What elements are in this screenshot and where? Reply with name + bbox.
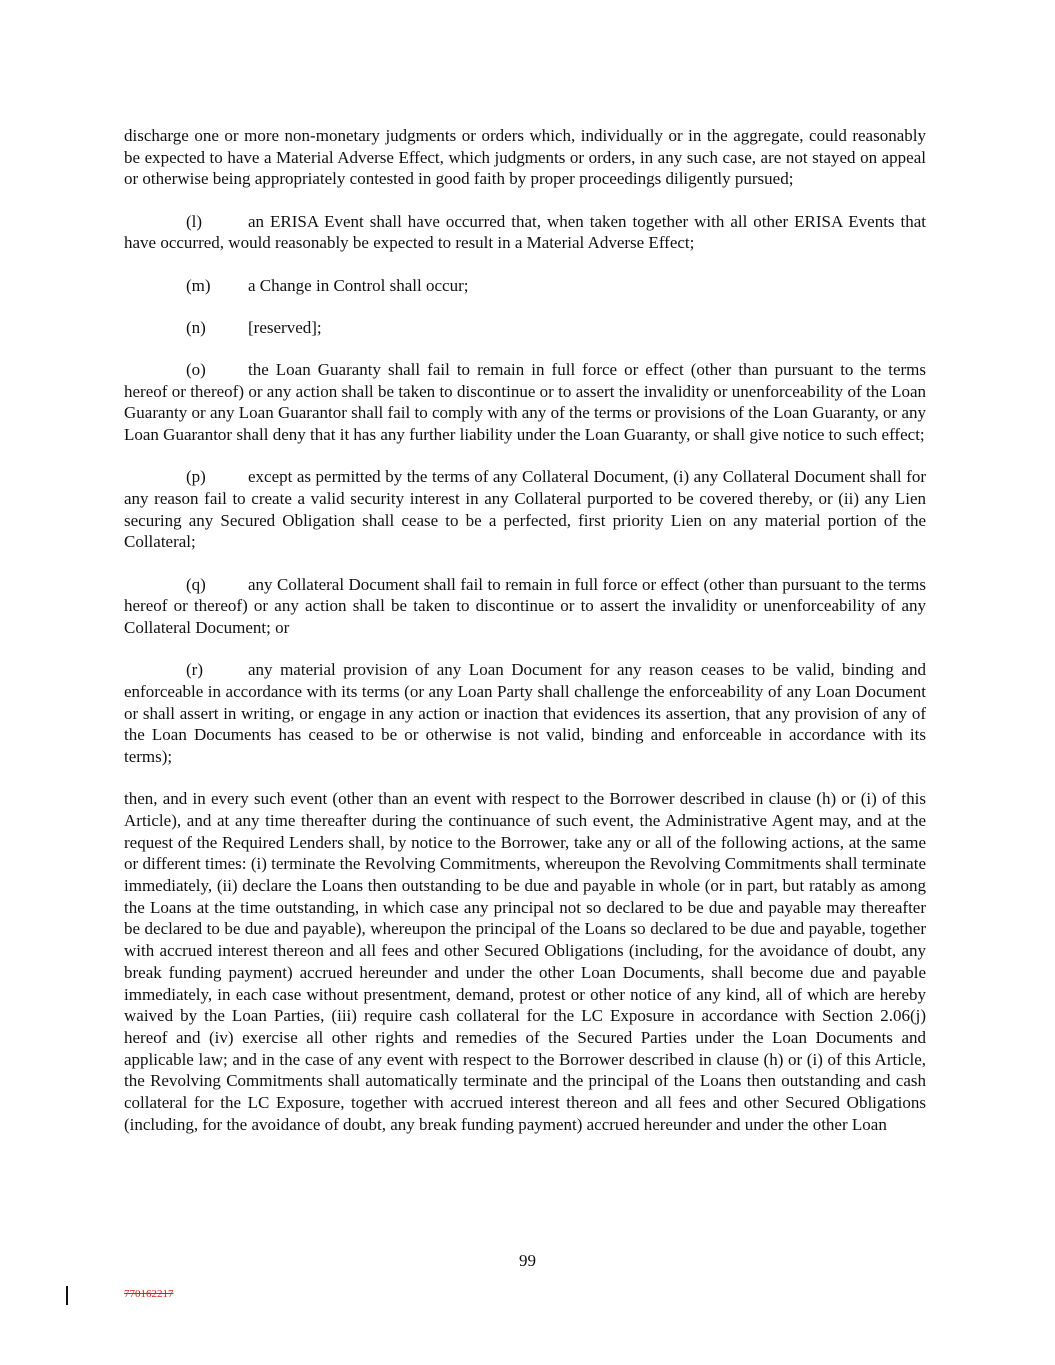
clause-m bbox=[124, 275, 926, 297]
closing-paragraph: then, and in every such event (other than an event with respect to the Borrower described in clause (h) or (i) of this Article), and at any time thereafter during the continuance of such event, the Administrative Agent may, and at the request of the Required Lenders shall, by notice to the Borrower, take any or all of the following actions, at the same or different times: (i) terminate the Revolving Commitments, whereupon the Revolving Commitments shall terminate immediately, (ii) declare the Loans then outstanding to be due and payable in whole (or in part, but ratably as among the Loans at the time outstanding, in which case any principal not so declared to be due and payable may thereafter be declared to be due and payable), whereupon the principal of the Loans so declared to be due and payable, together with accrued interest thereon and all fees and other Secured Obligations (including, for the avoidance of doubt, any break funding payment) accrued hereunder and under the other Loan Documents, shall become due and payable immediately, in each case without presentment, demand, protest or other notice of any kind, all of which are hereby waived by the Loan Parties, (iii) require cash collateral for the LC Exposure in accordance with Section 2.06(j) hereof and (iv) exercise all other rights and remedies of the Secured Parties under the Loan Documents and applicable law; and in the case of any event with respect to the Borrower described in clause (h) or (i) of this Article, the Revolving Commitments shall automatically terminate and the principal of the Loans then outstanding and cash collateral for the LC Exposure, together with accrued interest thereon and all fees and other Secured Obligations (including, for the avoidance of doubt, any break funding payment) accrued hereunder and under the other Loan bbox=[124, 789, 926, 1134]
clause-text: any material provision of any Loan Document for any reason ceases to be valid, binding and enforceable in accordance with its terms (or any Loan Party shall challenge the enforceability of any Loan Document or shall assert in writing, or engage in any action or inaction that evidences its assertion, that any provision of any of the Loan Documents has ceased to be or otherwise is not valid, binding and enforceable in accordance with its terms); bbox=[124, 660, 926, 766]
clause-label: (n) bbox=[186, 317, 206, 337]
clause-label: (l) bbox=[186, 211, 203, 231]
page-number: 99 bbox=[519, 1251, 536, 1270]
clause-label: (o) bbox=[186, 359, 206, 379]
change-bar bbox=[66, 1286, 68, 1305]
clause-text: except as permitted by the terms of any Collateral Document, (i) any Collateral Document shall for any reason fail to create a valid security interest in any Collateral purported to be covered thereby, or (ii) any Lien securing any Secured Obligation shall cease to be a perfected, first priority Lien on any material portion of the Collateral; bbox=[124, 467, 926, 552]
clause-l bbox=[124, 211, 926, 254]
clause-text: an ERISA Event shall have occurred that, when taken together with all other ERISA Events that have occurred, would reasonably be expected to result in a Material Adverse Effect; bbox=[124, 211, 926, 253]
clause-text: any Collateral Document shall fail to remain in full force or effect (other than pursuant to the terms hereof or thereof) or any action shall be taken to discontinue or to assert the invalidity or unenforceability of any Collateral Document; or bbox=[124, 574, 926, 637]
clause-text: [reserved]; bbox=[248, 317, 322, 337]
clause-r bbox=[124, 659, 926, 768]
clause-o bbox=[124, 359, 926, 446]
clause-label: (p) bbox=[186, 467, 206, 487]
clause-n bbox=[124, 317, 926, 339]
intro-paragraph: discharge one or more non-monetary judgments or orders which, individually or in the aggregate, could reasonably be expected to have a Material Adverse Effect, which judgments or orders, in any such case, are not stayed on appeal or otherwise being appropriately contested in good faith by proper proceedings diligently pursued; bbox=[124, 126, 926, 189]
clause-label: (m) bbox=[186, 275, 211, 295]
clause-p bbox=[124, 466, 926, 553]
clause-label: (q) bbox=[186, 574, 206, 594]
clause-text: a Change in Control shall occur; bbox=[248, 275, 469, 295]
clause-text: the Loan Guaranty shall fail to remain in full force or effect (other than pursuant to the terms hereof or thereof) or any action shall be taken to discontinue or to assert the invalidity or unenforceability of the Loan Guaranty or any Loan Guarantor shall fail to comply with any of the terms or provisions of the Loan Guaranty, or any Loan Guarantor shall deny that it has any further liability under the Loan Guaranty, or shall give notice to such effect; bbox=[124, 359, 926, 445]
document-id: 770162217 bbox=[124, 1288, 174, 1300]
clause-q bbox=[124, 574, 926, 639]
clause-label: (r) bbox=[186, 660, 203, 680]
document-body bbox=[124, 125, 926, 1156]
